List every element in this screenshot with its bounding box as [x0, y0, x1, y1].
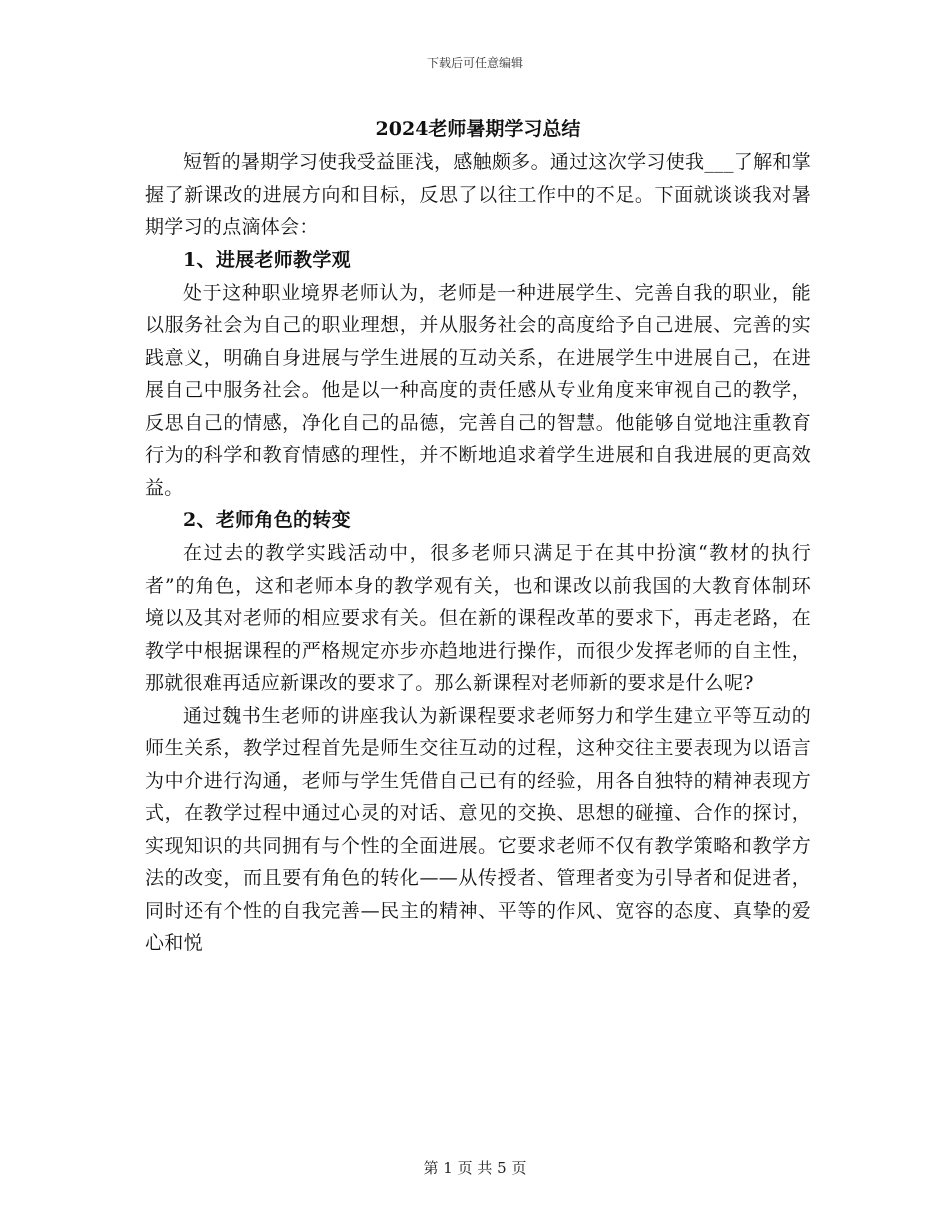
- page-number-footer: 第 1 页 共 5 页: [423, 1159, 527, 1177]
- document-body: [145, 112, 811, 960]
- intro-paragraph: 短暂的暑期学习使我受益匪浅，感触颇多。通过这次学习使我___了解和掌握了新课改的进展方向和目标，反思了以往工作中的不足。下面就谈谈我对暑期学习的点滴体会：: [145, 151, 811, 238]
- section-2-paragraph-1: 在过去的教学实践活动中，很多老师只满足于在其中扮演“教材的执行者”的角色，这和老师本身的教学观有关，也和课改以前我国的大教育体制环境以及其对老师的相应要求有关。但在新的课程改革的要求下，再走老路，在教学中根据课程的严格规定亦步亦趋地进行操作，而很少发挥老师的自主性，那就很难再适应新课改的要求了。那么新课程对老师新的要求是什么呢?: [145, 542, 811, 694]
- section-2-paragraph-2: 通过魏书生老师的讲座我认为新课程要求老师努力和学生建立平等互动的师生关系，教学过程首先是师生交往互动的过程，这种交往主要表现为以语言为中介进行沟通，老师与学生凭借自己已有的经验，用各自独特的精神表现方式，在教学过程中通过心灵的对话、意见的交换、思想的碰撞、合作的探讨，实现知识的共同拥有与个性的全面进展。它要求老师不仅有教学策略和教学方法的改变，而且要有角色的转化——从传授者、管理者变为引导者和促进者，同时还有个性的自我完善—民主的精神、平等的作风、宽容的态度、真挚的爱心和悦: [145, 704, 811, 954]
- section-heading-1: 1、进展老师教学观: [183, 248, 351, 271]
- section-heading-2: 2、老师角色的转变: [183, 509, 351, 531]
- page-header-text: 下载后可任意编辑: [426, 56, 523, 70]
- document-title: 2024老师暑期学习总结: [375, 118, 581, 140]
- section-1-paragraph: 处于这种职业境界老师认为，老师是一种进展学生、完善自我的职业，能以服务社会为自己的职业理想，并从服务社会的高度给予自己进展、完善的实践意义，明确自身进展与学生进展的互动关系，在进展学生中进展自己，在进展自己中服务社会。他是以一种高度的责任感从专业角度来审视自己的教学，反思自己的情感，净化自己的品德，完善自己的智慧。他能够自觉地注重教育行为的科学和教育情感的理性，并不断地追求着学生进展和自我进展的更高效益。: [145, 281, 811, 499]
